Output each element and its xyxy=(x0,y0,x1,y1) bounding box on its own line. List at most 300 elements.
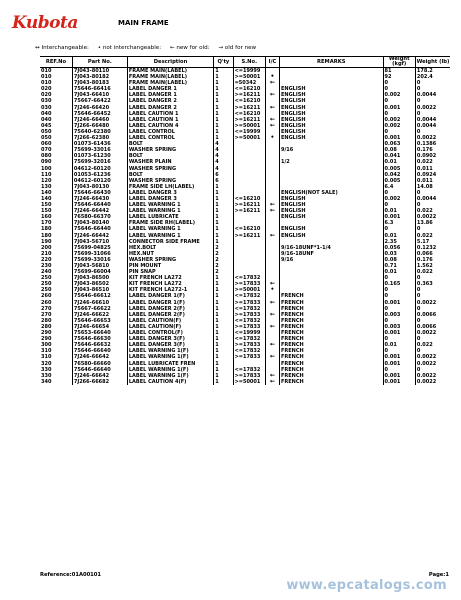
cell-description: LABEL WARNING 1 xyxy=(127,226,213,232)
cell-ref-no: 160 xyxy=(41,214,52,221)
cell-ref-no: 190 xyxy=(41,238,52,245)
cell-weight-kgf: 0.002 xyxy=(383,92,415,98)
cell-description: LABEL DANGER 2 xyxy=(127,98,213,104)
cell-description: BOLT xyxy=(127,172,213,178)
cell-description: LABEL DANGER 2(F) xyxy=(127,312,213,318)
table-row xyxy=(40,105,450,111)
cell-weight-lb: 0.0044 xyxy=(415,123,450,129)
table-row xyxy=(40,300,450,306)
cell-description: FRAME MAIN(LABEL) xyxy=(127,68,213,75)
cell-weight-kgf: 6.4 xyxy=(383,184,415,190)
cell-part-no: 01073-61436 xyxy=(72,141,127,147)
cell-description: LABEL CONTROL(F) xyxy=(127,330,213,336)
cell-description: WASHER SPRING xyxy=(127,166,213,172)
cell-weight-lb: 0.022 xyxy=(415,269,450,275)
cell-description: LABEL WARNING 1(F) xyxy=(127,348,213,354)
cell-description: WASHER SPRING xyxy=(127,257,213,263)
column-header-part-no: Part No. xyxy=(72,57,127,68)
cell-weight-kgf: 0 xyxy=(383,318,415,324)
cell-description: LABEL DANGER 3 xyxy=(127,196,213,202)
cell-description: WASHER PLAIN xyxy=(127,159,213,165)
legend-item-old-for-new: → old for new xyxy=(218,45,257,51)
cell-ic: • xyxy=(265,74,279,80)
cell-remarks: FRENCH xyxy=(279,361,383,367)
cell-qty: 1 xyxy=(214,361,233,367)
legend-item-interchangeable: ↔ Interchangeable: xyxy=(35,45,89,51)
cell-part-no: 7J246-66420 xyxy=(72,105,127,111)
cell-weight-kgf: 0 xyxy=(383,336,415,342)
cell-qty: 1 xyxy=(214,373,233,379)
cell-weight-lb: 0.363 xyxy=(415,281,450,287)
cell-ref-no: 045 xyxy=(41,122,52,129)
cell-remarks: FRENCH xyxy=(279,336,383,342)
legend-item-not-interchangeable: • not interchangeable: xyxy=(97,45,162,51)
cell-part-no: 75646-66653 xyxy=(72,318,127,324)
cell-ic: ← xyxy=(265,312,279,318)
cell-weight-kgf: 0.003 xyxy=(383,312,415,318)
cell-qty: 1 xyxy=(214,190,233,196)
cell-description: FRAME SIDE RH(LABEL) xyxy=(127,220,213,226)
parts-table-body xyxy=(40,68,450,385)
cell-weight-lb: 0.0044 xyxy=(415,92,450,98)
cell-remarks: ENGLISH xyxy=(279,202,383,208)
cell-serial-no: >=16211 xyxy=(233,105,265,111)
cell-weight-lb: 0 xyxy=(415,98,450,104)
cell-description: HEX.NUT xyxy=(127,251,213,257)
cell-description: HEX.BOLT xyxy=(127,245,213,251)
cell-remarks: ENGLISH xyxy=(279,196,383,202)
cell-qty: 1 xyxy=(214,354,233,360)
cell-weight-kgf: 92 xyxy=(383,74,415,80)
cell-qty: 1 xyxy=(214,239,233,245)
cell-description: BOLT xyxy=(127,153,213,159)
cell-ref-no: 020 xyxy=(41,86,52,93)
cell-ic: ← xyxy=(265,300,279,306)
cell-description: LABEL CAUTION 4(F) xyxy=(127,379,213,385)
cell-ref-no: 010 xyxy=(41,80,52,87)
cell-weight-lb: 0.0022 xyxy=(415,361,450,367)
cell-description: LABEL WARNING 1(F) xyxy=(127,367,213,373)
cell-weight-kgf: 0 xyxy=(383,306,415,312)
cell-qty: 1 xyxy=(214,105,233,111)
cell-qty: 1 xyxy=(214,74,233,80)
cell-qty: 1 xyxy=(214,379,233,385)
cell-part-no: 75667-66622 xyxy=(72,306,127,312)
cell-weight-lb: 0.0044 xyxy=(415,196,450,202)
cell-weight-kgf: 0.01 xyxy=(383,233,415,239)
cell-remarks: ENGLISH xyxy=(279,214,383,220)
cell-qty: 1 xyxy=(214,275,233,281)
cell-ic: ← xyxy=(265,233,279,239)
cell-part-no: 7J043-86500 xyxy=(72,275,127,281)
cell-weight-kgf: 0.03 xyxy=(383,251,415,257)
cell-serial-no: >=16211 xyxy=(233,117,265,123)
cell-description: LABEL LUBRICATE FREN xyxy=(127,361,213,367)
cell-serial-no: >=17833 xyxy=(233,300,265,306)
table-row xyxy=(40,379,450,385)
cell-description: FRAME MAIN(LABEL) xyxy=(127,80,213,86)
cell-weight-lb: 14.08 xyxy=(415,184,450,190)
cell-part-no: 7J043-56810 xyxy=(72,263,127,269)
cell-ic: ← xyxy=(265,208,279,214)
cell-weight-lb: 0 xyxy=(415,80,450,86)
cell-ref-no: 290 xyxy=(41,330,52,337)
cell-description: KIT FRENCH LA272-1 xyxy=(127,287,213,293)
cell-ref-no: 260 xyxy=(41,293,52,300)
cell-part-no: 75699-33016 xyxy=(72,147,127,153)
cell-serial-no: >=50001 xyxy=(233,74,265,80)
cell-remarks: FRENCH xyxy=(279,324,383,330)
cell-ref-no: 140 xyxy=(41,189,52,196)
cell-description: CONNECTOR SIDE FRAME xyxy=(127,239,213,245)
cell-part-no: 7J246-66430 xyxy=(72,196,127,202)
cell-remarks: ENGLISH xyxy=(279,111,383,117)
cell-description: LABEL CAUTION(F) xyxy=(127,318,213,324)
cell-part-no: 7J266-66682 xyxy=(72,379,127,385)
cell-part-no: 7J246-66654 xyxy=(72,324,127,330)
cell-weight-kgf: 0.71 xyxy=(383,263,415,269)
cell-ref-no: 310 xyxy=(41,348,52,355)
cell-qty: 6 xyxy=(214,178,233,184)
cell-ref-no: 090 xyxy=(41,159,52,166)
cell-part-no: 75646-66452 xyxy=(72,111,127,117)
cell-ref-no: 020 xyxy=(41,92,52,99)
cell-qty: 1 xyxy=(214,287,233,293)
cell-weight-kgf: 0.005 xyxy=(383,166,415,172)
cell-description: LABEL WARNING 1 xyxy=(127,233,213,239)
cell-qty: 6 xyxy=(214,172,233,178)
cell-part-no: 01073-61230 xyxy=(72,153,127,159)
cell-weight-kgf: 0.08 xyxy=(383,257,415,263)
cell-weight-kgf: 0 xyxy=(383,287,415,293)
cell-remarks: ENGLISH xyxy=(279,123,383,129)
footer-reference: Reference:01A00101 xyxy=(40,572,102,578)
cell-ic: ← xyxy=(265,373,279,379)
cell-remarks: 9/16-18UNF xyxy=(279,251,383,257)
kubota-logo: Kubota xyxy=(12,13,78,33)
cell-weight-lb: 0.176 xyxy=(415,147,450,153)
cell-qty: 1 xyxy=(214,92,233,98)
cell-ref-no: 030 xyxy=(41,104,52,111)
cell-description: LABEL LUBRICATE xyxy=(127,214,213,220)
cell-ic: ← xyxy=(265,117,279,123)
footer-page-number: Page:1 xyxy=(428,572,449,578)
cell-serial-no: <=16210 xyxy=(233,111,265,117)
cell-ref-no: 180 xyxy=(41,232,52,239)
cell-description: PIN MOUNT xyxy=(127,263,213,269)
cell-weight-lb: 0 xyxy=(415,287,450,293)
cell-description: KIT FRENCH LA272 xyxy=(127,275,213,281)
cell-remarks: ENGLISH xyxy=(279,129,383,135)
cell-qty: 1 xyxy=(214,123,233,129)
cell-ref-no: 250 xyxy=(41,275,52,282)
cell-weight-lb: 0.0066 xyxy=(415,324,450,330)
cell-weight-lb: 0.0022 xyxy=(415,105,450,111)
cell-remarks: ENGLISH xyxy=(279,135,383,141)
cell-weight-kgf: 0.002 xyxy=(383,196,415,202)
cell-qty: 1 xyxy=(214,330,233,336)
cell-remarks: ENGLISH xyxy=(279,86,383,92)
cell-qty: 4 xyxy=(214,153,233,159)
cell-ref-no: 320 xyxy=(41,360,52,367)
cell-ref-no: 150 xyxy=(41,208,52,215)
cell-qty: 1 xyxy=(214,220,233,226)
cell-description: LABEL DANGER 3(F) xyxy=(127,342,213,348)
cell-weight-lb: 13.86 xyxy=(415,220,450,226)
cell-weight-kgf: 2.35 xyxy=(383,239,415,245)
column-header-serial-no: S.No. xyxy=(233,57,265,68)
cell-part-no: 7J246-66642 xyxy=(72,354,127,360)
cell-description: LABEL CAUTION 1 xyxy=(127,111,213,117)
cell-serial-no: >=17833 xyxy=(233,373,265,379)
cell-remarks: 9/16 xyxy=(279,147,383,153)
cell-ref-no: 010 xyxy=(41,74,52,81)
column-header-ref-no: REF.No xyxy=(40,57,72,68)
cell-serial-no: <=19999 xyxy=(233,129,265,135)
cell-ref-no: 140 xyxy=(41,195,52,202)
cell-weight-kgf: 0 xyxy=(383,275,415,281)
cell-weight-lb: 0.0022 xyxy=(415,300,450,306)
cell-weight-kgf: 81 xyxy=(383,68,415,75)
cell-weight-kgf: 0.005 xyxy=(383,178,415,184)
cell-qty: 1 xyxy=(214,98,233,104)
cell-remarks: 1/2 xyxy=(279,159,383,165)
cell-weight-lb: 0.0902 xyxy=(415,153,450,159)
cell-ref-no: 010 xyxy=(41,68,52,74)
cell-qty: 1 xyxy=(214,208,233,214)
cell-ic: ← xyxy=(265,342,279,348)
cell-weight-lb: 0 xyxy=(415,318,450,324)
cell-remarks: ENGLISH xyxy=(279,226,383,232)
cell-description: LABEL DANGER 2 xyxy=(127,105,213,111)
cell-weight-lb: 0.066 xyxy=(415,251,450,257)
cell-part-no: 7J266-62380 xyxy=(72,135,127,141)
cell-weight-kgf: 0 xyxy=(383,80,415,86)
cell-weight-kgf: 0.003 xyxy=(383,324,415,330)
cell-qty: 2 xyxy=(214,263,233,269)
parts-table xyxy=(40,56,450,385)
cell-remarks: ENGLISH xyxy=(279,117,383,123)
page-title: MAIN FRAME xyxy=(118,19,169,27)
cell-weight-lb: 0 xyxy=(415,348,450,354)
cell-part-no: 7J266-66480 xyxy=(72,123,127,129)
cell-serial-no: <=19999 xyxy=(233,330,265,336)
column-header-description: Description xyxy=(127,57,213,68)
cell-remarks: ENGLISH xyxy=(279,105,383,111)
cell-description: LABEL CAUTION 4 xyxy=(127,123,213,129)
table-row xyxy=(40,233,450,239)
cell-serial-no: <=16210 xyxy=(233,98,265,104)
cell-weight-kgf: 0.042 xyxy=(383,172,415,178)
cell-part-no: 75699-33016 xyxy=(72,257,127,263)
cell-weight-kgf: 0.01 xyxy=(383,159,415,165)
cell-qty: 4 xyxy=(214,147,233,153)
cell-ic: ← xyxy=(265,123,279,129)
cell-serial-no: <=17832 xyxy=(233,293,265,299)
cell-remarks: ENGLISH xyxy=(279,92,383,98)
cell-part-no: 7J246-66442 xyxy=(72,233,127,239)
cell-description: LABEL WARNING 1 xyxy=(127,208,213,214)
cell-weight-lb: 0 xyxy=(415,111,450,117)
cell-ref-no: 260 xyxy=(41,299,52,306)
cell-part-no: 75699-66004 xyxy=(72,269,127,275)
cell-qty: 1 xyxy=(214,348,233,354)
cell-weight-kgf: 0.01 xyxy=(383,342,415,348)
cell-ref-no: 050 xyxy=(41,135,52,142)
cell-part-no: 7J246-66442 xyxy=(72,208,127,214)
cell-remarks: FRENCH xyxy=(279,367,383,373)
cell-description: LABEL DANGER 3 xyxy=(127,190,213,196)
cell-remarks: FRENCH xyxy=(279,300,383,306)
cell-qty: 2 xyxy=(214,245,233,251)
cell-part-no: 75646-66416 xyxy=(72,86,127,92)
cell-part-no: 76580-66660 xyxy=(72,361,127,367)
cell-ic: ← xyxy=(265,281,279,287)
cell-weight-lb: 0 xyxy=(415,293,450,299)
cell-ref-no: 080 xyxy=(41,153,52,160)
cell-qty: 1 xyxy=(214,196,233,202)
cell-weight-lb: 0 xyxy=(415,190,450,196)
cell-part-no: 7J043-80110 xyxy=(72,68,127,75)
cell-part-no: 75646-66640 xyxy=(72,367,127,373)
cell-ref-no: 180 xyxy=(41,226,52,233)
cell-qty: 1 xyxy=(214,214,233,220)
cell-description: LABEL CONTROL xyxy=(127,129,213,135)
cell-ref-no: 070 xyxy=(41,147,52,154)
column-header-remarks: REMARKS xyxy=(279,57,383,68)
cell-weight-lb: 0.0924 xyxy=(415,172,450,178)
cell-remarks xyxy=(279,68,383,75)
cell-part-no: 7J043-80182 xyxy=(72,74,127,80)
cell-ic: ← xyxy=(265,202,279,208)
cell-weight-lb: 202.4 xyxy=(415,74,450,80)
cell-weight-lb: 0.022 xyxy=(415,208,450,214)
cell-serial-no: >=17833 xyxy=(233,312,265,318)
cell-weight-kgf: 0.001 xyxy=(383,300,415,306)
cell-serial-no: =50342 xyxy=(233,80,265,86)
cell-ic xyxy=(265,68,279,75)
cell-ref-no: 280 xyxy=(41,317,52,324)
cell-weight-lb: 5.17 xyxy=(415,239,450,245)
cell-part-no: 75646-66440 xyxy=(72,202,127,208)
cell-serial-no: >=50001 xyxy=(233,135,265,141)
cell-ic: ← xyxy=(265,92,279,98)
cell-weight-kgf: 0.041 xyxy=(383,153,415,159)
cell-part-no: 7J043-86502 xyxy=(72,281,127,287)
cell-description: LABEL DANGER 1 xyxy=(127,92,213,98)
cell-ic: ← xyxy=(265,80,279,86)
cell-description: KIT FRENCH LA272 xyxy=(127,281,213,287)
cell-ref-no: 330 xyxy=(41,372,52,379)
cell-ref-no: 060 xyxy=(41,141,52,148)
cell-ic: • xyxy=(265,287,279,293)
cell-description: LABEL WARNING 1 xyxy=(127,202,213,208)
cell-weight-lb: 0.1232 xyxy=(415,245,450,251)
cell-qty: 2 xyxy=(214,251,233,257)
cell-weight-lb: 0.0022 xyxy=(415,379,450,385)
cell-serial-no: >=16211 xyxy=(233,92,265,98)
cell-weight-kgf: 0.001 xyxy=(383,214,415,220)
cell-serial-no: <=17832 xyxy=(233,306,265,312)
cell-weight-lb: 0 xyxy=(415,226,450,232)
cell-ref-no: 300 xyxy=(41,342,52,349)
table-row xyxy=(40,354,450,360)
cell-weight-kgf: 0.001 xyxy=(383,373,415,379)
cell-weight-kgf: 0.056 xyxy=(383,245,415,251)
cell-remarks: FRENCH xyxy=(279,373,383,379)
cell-weight-lb: 0.022 xyxy=(415,342,450,348)
cell-ref-no: 290 xyxy=(41,336,52,343)
cell-qty: 1 xyxy=(214,336,233,342)
cell-serial-no: >=17833 xyxy=(233,354,265,360)
cell-part-no: 04612-60120 xyxy=(72,166,127,172)
cell-weight-lb: 0.0022 xyxy=(415,330,450,336)
cell-ref-no: 220 xyxy=(41,256,52,263)
cell-weight-kgf: 0.165 xyxy=(383,281,415,287)
cell-remarks: ENGLISH xyxy=(279,98,383,104)
cell-remarks: FRENCH xyxy=(279,312,383,318)
cell-remarks: FRENCH xyxy=(279,342,383,348)
cell-part-no: 7J043-80140 xyxy=(72,220,127,226)
cell-ref-no: 050 xyxy=(41,128,52,135)
cell-remarks: ENGLISH(NOT SALE) xyxy=(279,190,383,196)
cell-qty: 1 xyxy=(214,318,233,324)
cell-weight-kgf: 6.3 xyxy=(383,220,415,226)
cell-part-no: 7J246-66642 xyxy=(72,373,127,379)
cell-ic: ← xyxy=(265,105,279,111)
cell-part-no: 7J043-56710 xyxy=(72,239,127,245)
cell-weight-lb: 0 xyxy=(415,129,450,135)
cell-weight-kgf: 0.001 xyxy=(383,379,415,385)
legend-item-new-for-old: ← new for old: xyxy=(169,45,210,51)
cell-description: LABEL WARNING 1(F) xyxy=(127,354,213,360)
cell-ref-no: 170 xyxy=(41,220,52,227)
cell-weight-kgf: 0 xyxy=(383,111,415,117)
cell-qty: 1 xyxy=(214,86,233,92)
cell-serial-no: >=17833 xyxy=(233,281,265,287)
cell-weight-lb: 0 xyxy=(415,275,450,281)
cell-qty: 1 xyxy=(214,233,233,239)
cell-remarks: FRENCH xyxy=(279,293,383,299)
cell-qty: 1 xyxy=(214,135,233,141)
cell-qty: 1 xyxy=(214,117,233,123)
cell-ref-no: 250 xyxy=(41,287,52,294)
cell-remarks: ENGLISH xyxy=(279,208,383,214)
cell-qty: 1 xyxy=(214,226,233,232)
cell-serial-no: <=16210 xyxy=(233,86,265,92)
cell-part-no: 7J043-80130 xyxy=(72,184,127,190)
cell-weight-kgf: 0.01 xyxy=(383,269,415,275)
cell-weight-lb: 0.0022 xyxy=(415,214,450,220)
cell-serial-no: >=16211 xyxy=(233,233,265,239)
cell-description: LABEL DANGER 2(F) xyxy=(127,306,213,312)
cell-part-no: 75699-31066 xyxy=(72,251,127,257)
cell-ic: ← xyxy=(265,354,279,360)
cell-weight-lb: 0.0066 xyxy=(415,312,450,318)
cell-weight-kgf: 0 xyxy=(383,129,415,135)
cell-serial-no: >=16211 xyxy=(233,202,265,208)
column-header-weight-kgf: Weight (kgf) xyxy=(383,57,415,68)
cell-weight-lb: 0 xyxy=(415,86,450,92)
cell-qty: 1 xyxy=(214,312,233,318)
cell-ref-no: 150 xyxy=(41,202,52,209)
cell-weight-lb: 0.0022 xyxy=(415,373,450,379)
cell-part-no: 7J246-66610 xyxy=(72,300,127,306)
cell-ref-no: 120 xyxy=(41,177,52,184)
cell-weight-lb: 0.1386 xyxy=(415,141,450,147)
cell-weight-kgf: 0.002 xyxy=(383,117,415,123)
cell-weight-lb: 0.011 xyxy=(415,178,450,184)
